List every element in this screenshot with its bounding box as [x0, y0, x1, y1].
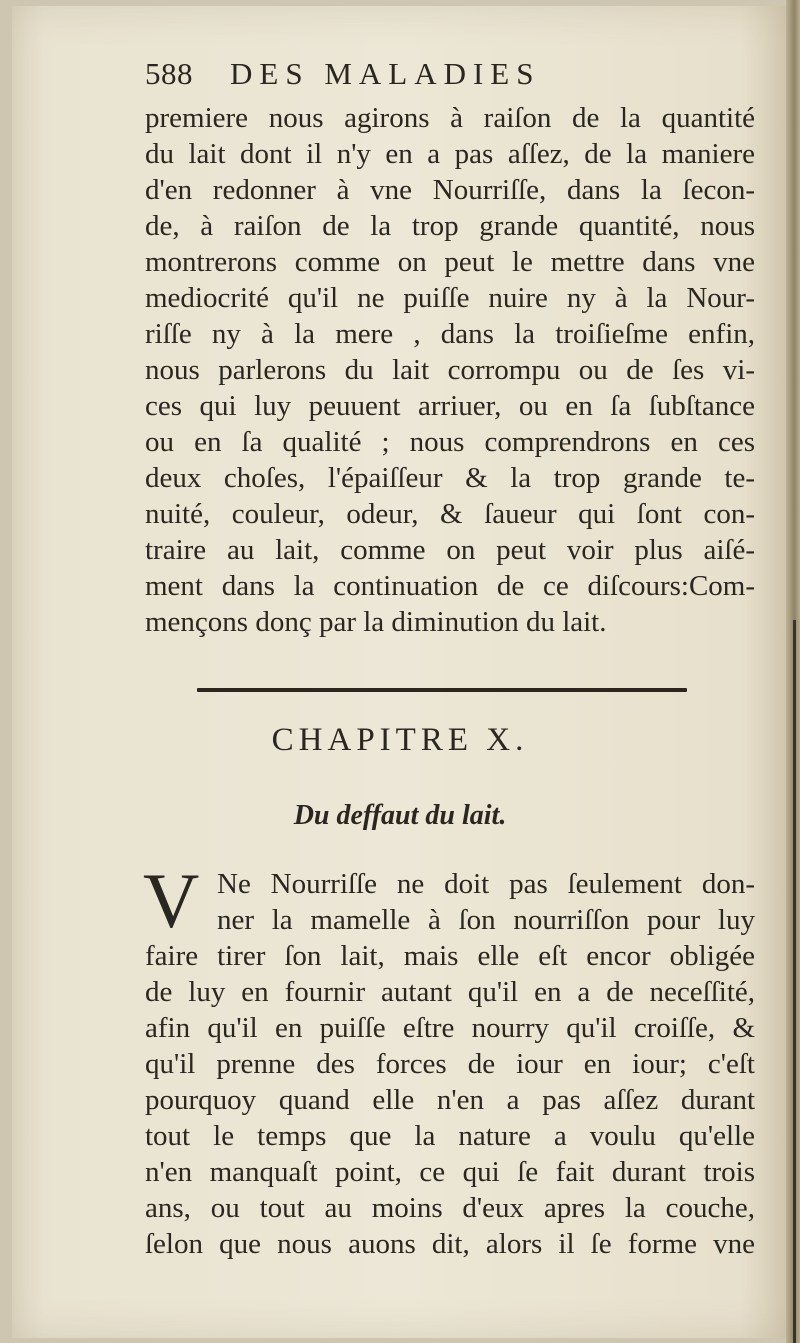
text-line: premiere nous agirons à raiſon de la quantité [145, 102, 755, 134]
chapter-subtitle: Du deffaut du lait. [293, 800, 507, 831]
section-divider [197, 688, 687, 692]
page-header [145, 56, 540, 92]
text-line: ſelon que nous auons dit, alors il ſe forme vne [145, 1228, 755, 1260]
text-line: ner la mamelle à ſon nourriſſon pour luy [217, 904, 755, 936]
text-line: pourquoy quand elle n'en a pas aſſez durant [145, 1084, 755, 1116]
text-line: tout le temps que la nature a voulu qu'elle [145, 1120, 755, 1152]
text-line: mençons donç par la diminution du lait. [145, 606, 607, 638]
text-line: n'en manquaſt point, ce qui ſe fait durant trois [145, 1156, 755, 1188]
chapter-heading: CHAPITRE X. [271, 722, 529, 758]
text-line: ces qui luy peuuent arriuer, ou en ſa ſubſtance [145, 390, 755, 422]
text-line: qu'il prenne des forces de iour en iour; c'eſt [145, 1048, 755, 1080]
text-line: de luy en fournir autant qu'il en a de neceſſité, [145, 976, 755, 1008]
paragraph-1 [145, 100, 755, 640]
text-line: ou en ſa qualité ; nous comprendrons en ces [145, 426, 755, 458]
text-line: mediocrité qu'il ne puiſſe nuire ny à la Nour- [145, 282, 755, 314]
text-line: riſſe ny à la mere , dans la troiſieſme enfin, [145, 318, 755, 350]
running-title: DES MALADIES [230, 56, 541, 91]
text-line: deux choſes, l'épaiſſeur & la trop grande te- [145, 462, 755, 494]
paragraph-2-opening [217, 866, 755, 938]
text-line: d'en redonner à vne Nourriſſe, dans la ſecon- [145, 174, 755, 206]
text-line: du lait dont il n'y en a pas aſſez, de la maniere [145, 138, 755, 170]
text-line: nuité, couleur, odeur, & ſaueur qui ſont con- [145, 498, 755, 530]
text-line: afin qu'il en puiſſe eſtre nourry qu'il croiſſe, & [145, 1012, 755, 1044]
text-line: faire tirer ſon lait, mais elle eſt encor obligée [145, 940, 755, 972]
page-number: 588 [145, 56, 193, 91]
text-line: nous parlerons du lait corrompu ou de ſes vi- [145, 354, 755, 386]
text-line: traire au lait, comme on peut voir plus aiſé- [145, 534, 755, 566]
paragraph-2 [145, 938, 755, 1262]
text-line: ans, ou tout au moins d'eux apres la couche, [145, 1192, 755, 1224]
text-line: Ne Nourriſſe ne doit pas ſeulement don- [217, 868, 755, 900]
text-line: montrerons comme on peut le mettre dans vne [145, 246, 755, 278]
drop-cap: V [143, 857, 200, 944]
text-line: de, à raiſon de la trop grande quantité, nous [145, 210, 755, 242]
text-line: ment dans la continuation de ce diſcours:Com- [145, 570, 755, 602]
